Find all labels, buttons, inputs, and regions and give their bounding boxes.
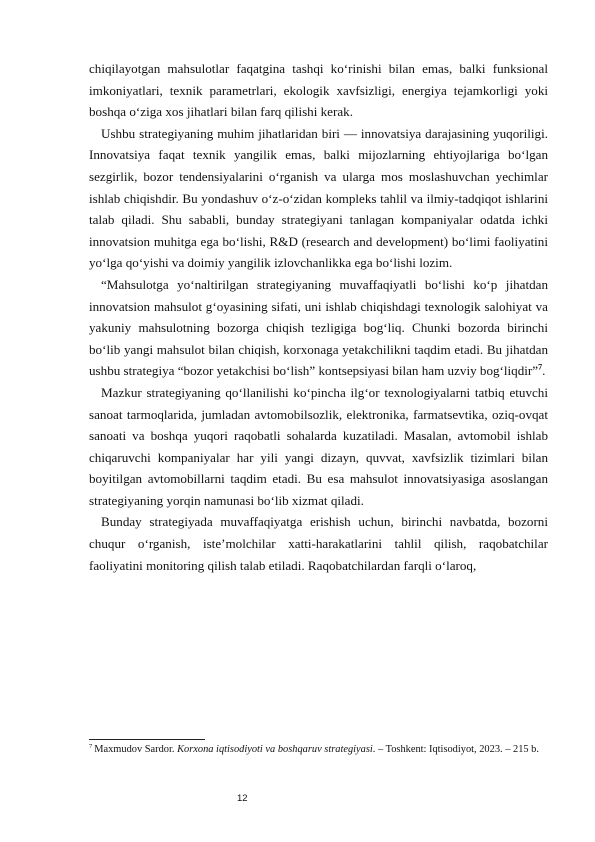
main-text: [89, 58, 548, 576]
footnote-author: Maxmudov Sardor.: [94, 744, 175, 755]
paragraph-continued: chiqilayotgan mahsulotlar faqatgina tashqi ko‘rinishi bilan emas, balki funksional imkoniyatlari, texnik parametrlari, ekologik xavfsizligi, energiya tejamkorligi yoki boshqa o‘ziga xos jihatlari bilan farq qilishi kerak.: [89, 61, 548, 120]
page-number: 12: [237, 793, 248, 804]
paragraph-innovation: Ushbu strategiyaning muhim jihatlaridan biri — innovatsiya darajasining yuqoriligi. Innovatsiya faqat texnik yangilik emas, balki mijozlarning ehtiyojlariga bo‘lgan sezgirlik, bozor tendensiyalarini o‘rganish va ularga mos moslashuvchan yechimlar ishlab chiqishdir. Bu yondashuv o‘z-o‘zidan kompleks tahlil va ilmiy-tadqiqot ishlarini talab qiladi. Shu sababli, bunday strategiyani tanlagan kompaniyalar odatda ichki innovatsion muhitga ega bo‘lishi, R&D (research and development) bo‘limi faoliyatini yo‘lga qo‘yishi va doimiy yangilik izlovchanlikka ega bo‘lishi lozim.: [89, 125, 548, 271]
paragraph-industries: Mazkur strategiyaning qo‘llanilishi ko‘pincha ilg‘or texnologiyalarni tatbiq etuvchi sanoat tarmoqlarida, jumladan avtomobilsozlik, elektronika, farmatsevtika, oziq-ovqat sanoati va boshqa yuqori raqobatli sohalarda kuzatiladi. Masalan, avtomobil ishlab chiqaruvchi kompaniyalar har yili yangi dizayn, quvvat, xavfsizlik tizimlari bilan boyitilgan avtomobillarni taqdim etadi. Bu esa mahsulot innovatsiyasiga asoslangan strategiyaning yorqin namunasi bo‘lib xizmat qiladi.: [89, 384, 548, 508]
paragraph-success: Bunday strategiyada muvaffaqiyatga erishish uchun, birinchi navbatda, bozorni chuqur o‘rganish, iste’molchilar xatti-harakatlarini tahlil qilish, raqobatchilar faoliyatini monitoring qilish talab etiladi. Raqobatchilardan farqli o‘laroq,: [89, 514, 548, 573]
paragraph-quote: [89, 274, 548, 382]
footnote: [89, 743, 559, 757]
quote-end-punctuation: .: [542, 363, 546, 379]
quote-text: “Mahsulotga yo‘naltirilgan strategiyaning muvaffaqiyatli bo‘lishi ko‘p jihatdan innovatsion mahsulot g‘oyasining sifati, uni ishlab chiqishdagi texnologik salohiyat va yakuniy mahsulotning bozorga chiqish tezligiga bog‘liq. Chunki bozorda birinchi bo‘lib yangi mahsulot bilan chiqish, korxonaga yetakchilikni taqdim etadi. Bu jihatdan ushbu strategiya “bozor yetakchisi bo‘lish” kontsepsiyasi bilan ham uzviy bog‘liqdir”: [89, 276, 548, 379]
footnote-title: Korxona iqtisodiyoti va boshqaruv strategiyasi: [177, 744, 373, 755]
footnote-publication: . – Toshkent: Iqtisodiyot, 2023. – 215 b.: [372, 744, 539, 755]
footnote-reference[interactable]: 7: [538, 362, 543, 372]
footnote-separator: [89, 739, 205, 740]
footnote-number: 7: [89, 742, 93, 750]
